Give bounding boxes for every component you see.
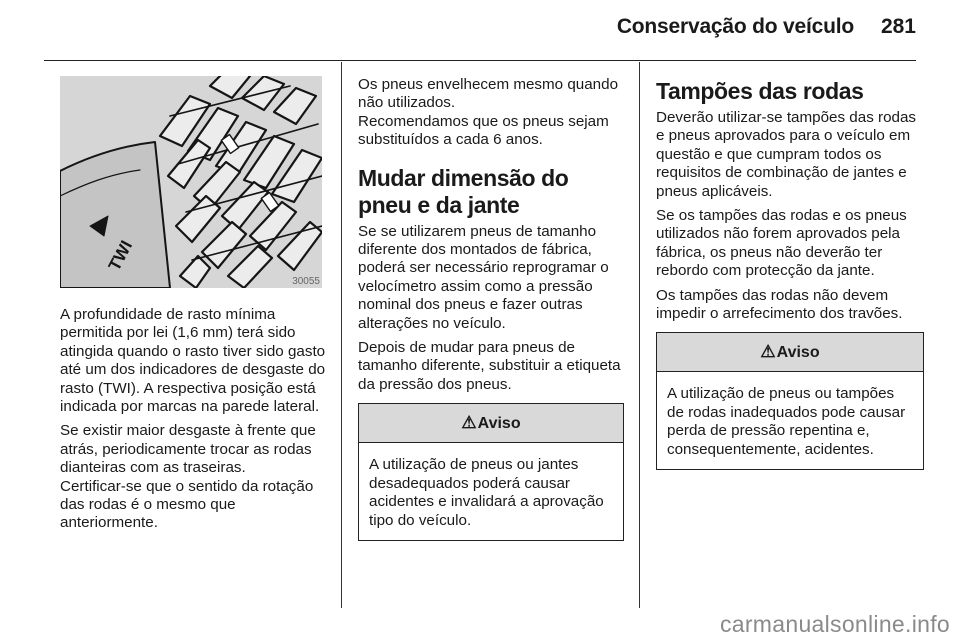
paragraph-different-size: Se se utilizarem pneus de tamanho diferente dos montados de fábrica, poderá ser necessário reprogramar o velocímetro assim como a pressão nominal dos pneus e fazer outras alterações no veículo. xyxy=(358,222,609,332)
paragraph-rim-protection: Se os tampões das rodas e os pneus utilizados não forem aprovados pela fábrica, os pneus não deverão ter rebordo com protecção da jante. xyxy=(656,207,907,280)
column-divider-1 xyxy=(341,62,342,608)
page-number: 281 xyxy=(880,15,916,38)
warning-text: A utilização de pneus ou tampões de rodas inadequados pode causar perda de pressão repentina e, consequentemente, acidentes. xyxy=(667,385,906,458)
warning-header xyxy=(359,404,623,443)
column-left xyxy=(60,306,326,539)
tire-tread-drawing xyxy=(60,76,322,288)
warning-title: Aviso xyxy=(776,344,820,362)
paragraph-rotation-direction: Certificar-se que o sentido da rotação das rodas é o mesmo que anteriormente. xyxy=(60,477,314,532)
column-divider-2 xyxy=(639,62,640,608)
section-heading-wheel-covers: Tampões das rodas xyxy=(656,78,864,104)
paragraph-brake-cooling: Os tampões das rodas não devem impedir o arrefecimento dos travões. xyxy=(656,286,903,323)
header-rule xyxy=(44,60,916,61)
paragraph-approved-covers: Deverão utilizar-se tampões das rodas e pneus aprovados para o veículo em questão e que cumpram todos os requisitos de combinação de jantes e pneus aplicáveis. xyxy=(656,109,916,200)
warning-icon: ⚠ xyxy=(461,413,477,433)
figure-number: 30055 xyxy=(292,276,320,287)
warning-icon: ⚠ xyxy=(760,342,776,362)
paragraph-tire-aging: Os pneus envelhecem mesmo quando não utilizados. xyxy=(358,76,619,112)
page-header-title: Conservação do veículo xyxy=(616,15,854,38)
column-right xyxy=(656,78,924,470)
paragraph-replace-recommendation: Recomendamos que os pneus sejam substituídos a cada 6 anos. xyxy=(358,112,609,149)
warning-title: Aviso xyxy=(477,415,521,433)
paragraph-tread-depth: A profundidade de rasto mínima permitida por lei (1,6 mm) terá sido atingida quando o rasto tiver sido gasto até um dos indicadores de desgaste do rasto (TWI). A respectiva posição está indicada por marcas na parede lateral. xyxy=(60,306,326,416)
warning-header xyxy=(657,333,923,372)
twi-label: TWI xyxy=(104,237,137,274)
paragraph-wear-rotation: Se existir maior desgaste à frente que atrás, periodicamente trocar as rodas dianteiras com as traseiras. xyxy=(60,422,316,477)
warning-text: A utilização de pneus ou jantes desadequados poderá causar acidentes e invalidará a aprovação tipo do veículo. xyxy=(369,456,604,529)
warning-box-rims xyxy=(358,403,624,541)
watermark: carmanualsonline.info xyxy=(719,611,950,637)
column-middle xyxy=(358,76,624,541)
tire-tread-illustration xyxy=(60,76,322,288)
paragraph-pressure-label: Depois de mudar para pneus de tamanho diferente, substituir a etiqueta da pressão dos pneus. xyxy=(358,339,621,393)
section-heading-change-size: Mudar dimensão do pneu e da jante xyxy=(358,164,569,218)
warning-box-covers xyxy=(656,332,924,470)
